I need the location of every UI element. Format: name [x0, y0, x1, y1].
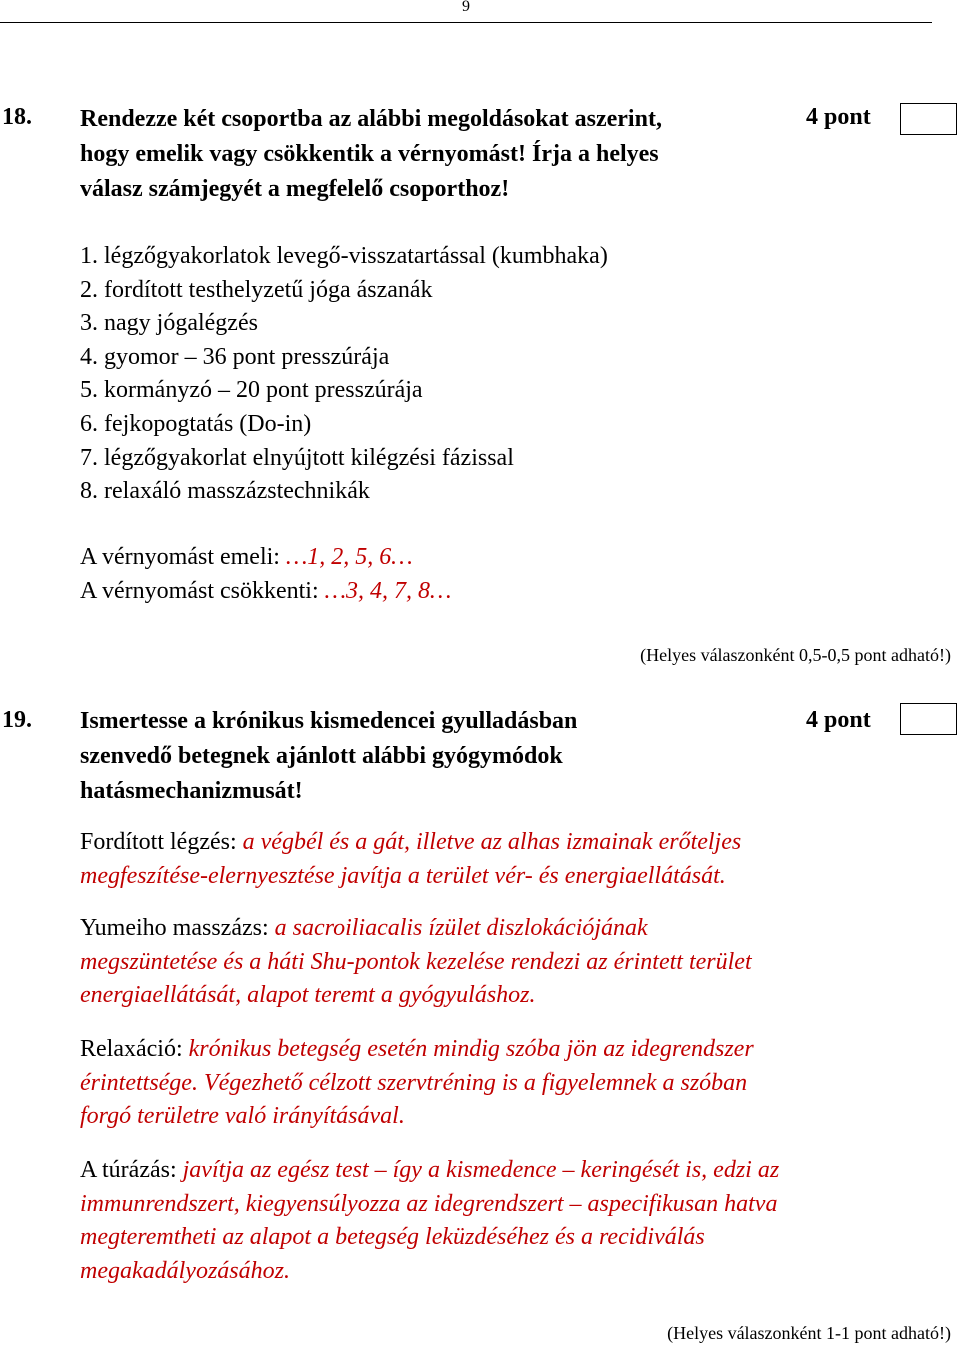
- question-18-title-line: hogy emelik vagy csökkentik a vérnyomást! Írja a helyes: [80, 141, 659, 167]
- question-18-number: 18.: [2, 104, 32, 130]
- answer-text: megfeszítése-elernyesztése javítja a terület vér- és energiaellátását.: [80, 862, 726, 889]
- answer-text: krónikus betegség esetén mindig szóba jön az idegrendszer: [188, 1036, 754, 1062]
- question-18-scoring-note: (Helyes válaszonként 0,5-0,5 pont adható!): [640, 645, 951, 665]
- answer-relaxation: [80, 1033, 940, 1134]
- question-19-title-line: szenvedő betegnek ajánlott alábbi gyógymódok: [80, 743, 563, 769]
- answer-text: javítja az egész test – így a kismedence – keringését is, edzi az: [182, 1157, 780, 1183]
- lowers-row: [80, 578, 451, 605]
- option-item: 8. relaxáló masszázstechnikák: [80, 478, 370, 505]
- answer-label: A túrázás:: [80, 1157, 177, 1183]
- raises-answer: …1, 2, 5, 6…: [285, 544, 413, 570]
- raises-row: [80, 544, 413, 571]
- question-18-points: 4 pont: [806, 104, 871, 130]
- answer-text: energiaellátását, alapot teremt a gyógyuláshoz.: [80, 982, 536, 1008]
- question-19-points: 4 pont: [806, 707, 871, 733]
- answer-text: forgó területre való irányításával.: [80, 1103, 405, 1129]
- question-18-score-box[interactable]: [900, 103, 957, 135]
- question-18-options: [80, 240, 608, 509]
- header-rule: [0, 22, 932, 23]
- answer-text: a sacroiliacalis ízület diszlokációjának: [274, 915, 648, 941]
- answer-label: Yumeiho masszázs:: [80, 915, 269, 941]
- page-number: 9: [462, 0, 470, 15]
- lowers-label: A vérnyomást csökkenti:: [80, 578, 319, 604]
- question-19-title-line: Ismertesse a krónikus kismedencei gyulladásban: [80, 708, 578, 734]
- answer-text: érintettsége. Végezhető célzott szervtréning is a figyelemnek a szóban: [80, 1069, 748, 1096]
- question-18-title: [80, 102, 662, 207]
- option-item: 1. légzőgyakorlatok levegő-visszatartással (kumbhaka): [80, 243, 608, 269]
- answer-text: megteremtheti az alapot a betegség leküzdéséhez és a recidiválás: [80, 1224, 705, 1250]
- answer-text: megakadályozásához.: [80, 1257, 290, 1284]
- answer-yumeiho-massage: [80, 912, 940, 1013]
- option-item: 4. gyomor – 36 pont presszúrája: [80, 343, 390, 370]
- answer-label: Fordított légzés:: [80, 829, 237, 855]
- answer-text: immunrendszert, kiegyensúlyozza az idegrendszert – aspecifikusan hatva: [80, 1190, 778, 1217]
- answer-text: a végbél és a gát, illetve az alhas izmainak erőteljes: [242, 829, 742, 855]
- option-item: 2. fordított testhelyzetű jóga ászanák: [80, 276, 433, 303]
- answer-hiking: [80, 1154, 940, 1288]
- option-item: 6. fejkopogtatás (Do-in): [80, 410, 312, 437]
- option-item: 5. kormányzó – 20 pont presszúrája: [80, 377, 423, 404]
- question-18-title-line: Rendezze két csoportba az alábbi megoldásokat aszerint,: [80, 106, 662, 132]
- question-19-scoring-note: (Helyes válaszonként 1-1 pont adható!): [667, 1323, 951, 1343]
- option-item: 3. nagy jógalégzés: [80, 310, 258, 337]
- question-19-title: [80, 704, 577, 809]
- question-19-title-line: hatásmechanizmusát!: [80, 778, 303, 804]
- option-item: 7. légzőgyakorlat elnyújtott kilégzési fázissal: [80, 444, 514, 471]
- lowers-answer: …3, 4, 7, 8…: [324, 578, 452, 604]
- answer-text: megszüntetése és a háti Shu-pontok kezelése rendezi az érintett terület: [80, 948, 752, 975]
- answer-label: Relaxáció:: [80, 1036, 183, 1062]
- answer-reverse-breathing: [80, 826, 940, 893]
- question-18-title-line: válasz számjegyét a megfelelő csoporthoz!: [80, 176, 510, 202]
- raises-label: A vérnyomást emeli:: [80, 544, 280, 570]
- question-19-score-box[interactable]: [900, 703, 957, 735]
- question-19-number: 19.: [2, 707, 32, 733]
